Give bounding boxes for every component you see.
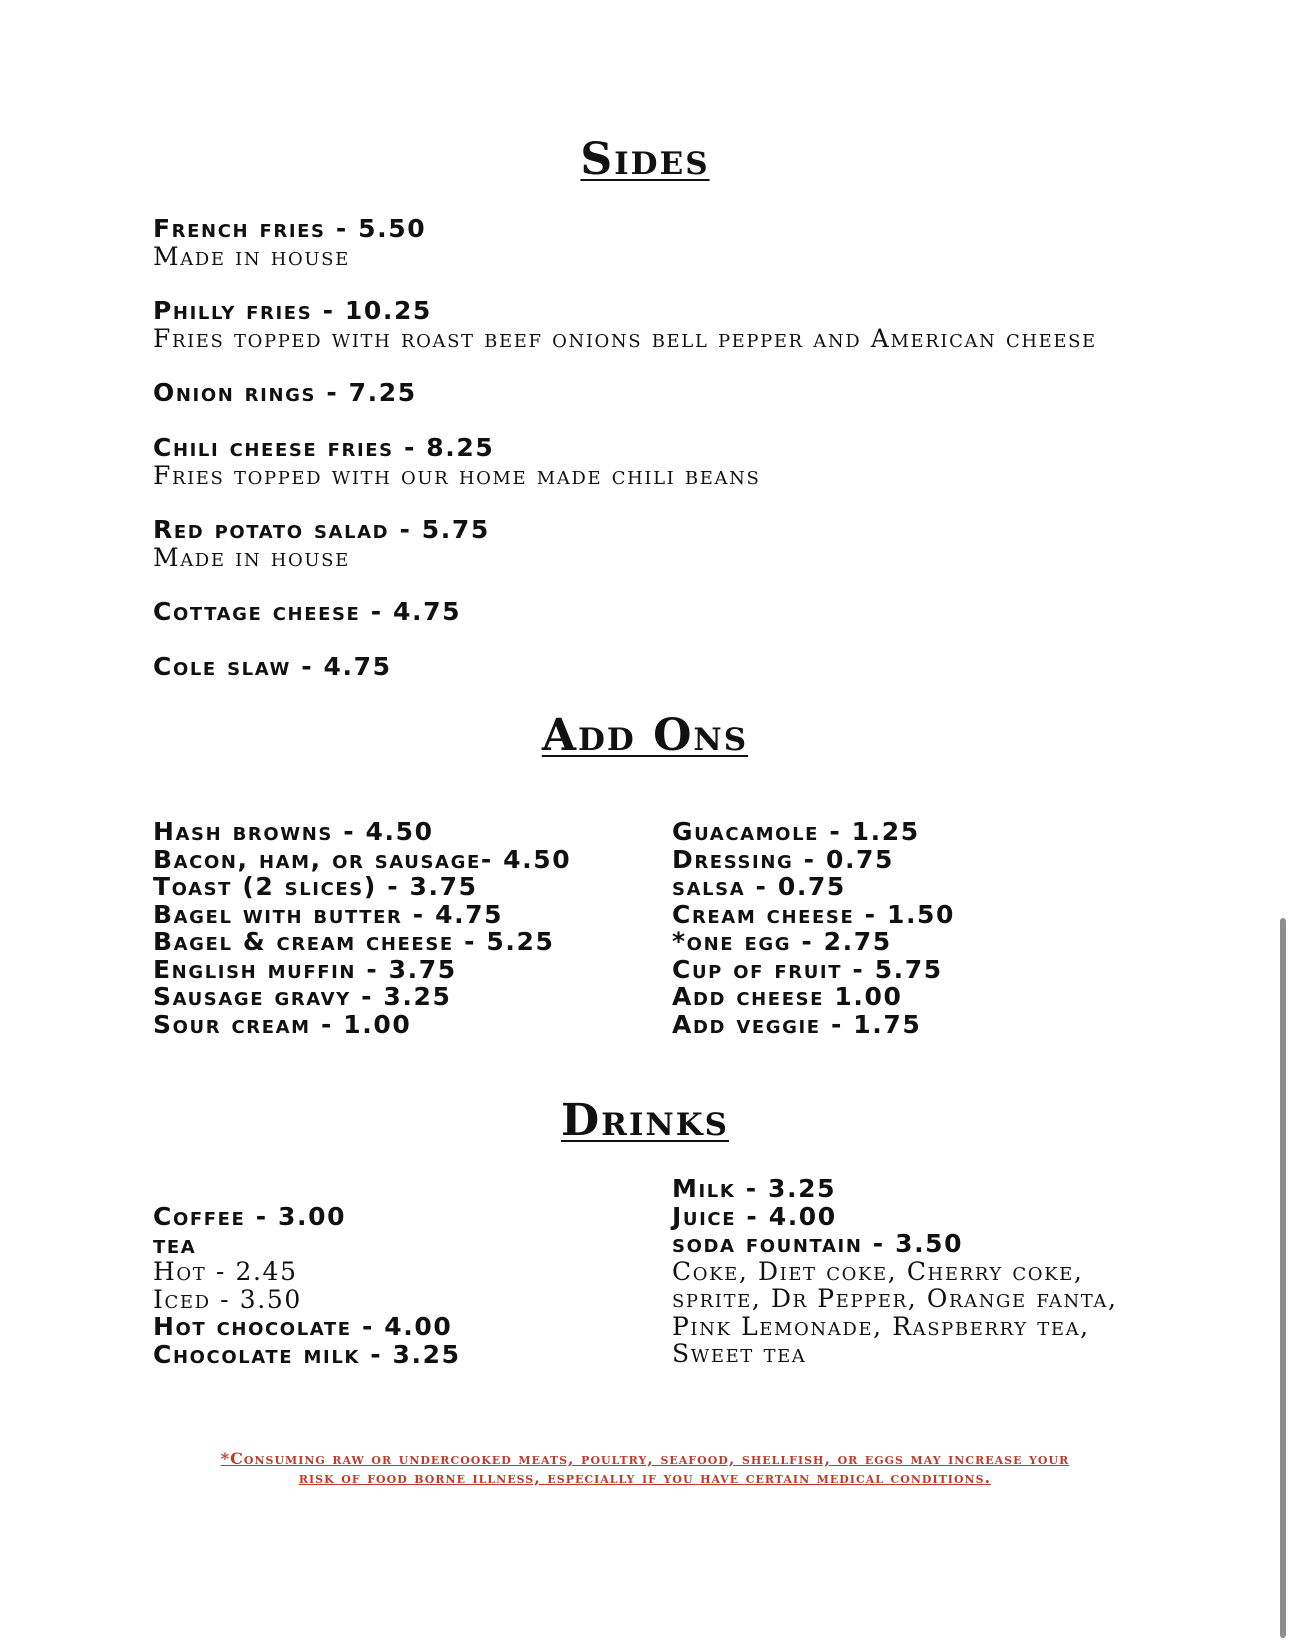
vertical-scrollbar[interactable] [1276, 0, 1290, 1645]
addon-item: Hash browns - 4.50 [153, 817, 434, 846]
side-item-cole-slaw [153, 653, 1213, 681]
disclaimer-line-1: *Consuming raw or undercooked meats, poultry, seafood, shellfish, or eggs may increase your [220, 1449, 1070, 1468]
addon-item: Sour cream - 1.00 [153, 1009, 412, 1039]
drink-item: Coke, Diet coke, Cherry coke, [672, 1256, 1084, 1286]
drinks-left-column [153, 1203, 713, 1368]
addons-heading-text: Add Ons [541, 710, 749, 761]
drink-item: soda fountain - 3.50 [672, 1229, 964, 1258]
drink-item: Coffee - 3.00 [153, 1202, 347, 1231]
sides-heading [0, 134, 1290, 185]
side-item-desc: Made in house [153, 242, 350, 271]
side-item-name: French fries - 5.50 [153, 214, 427, 243]
addon-item: Bagel & cream cheese - 5.25 [153, 927, 555, 956]
side-item-name: Philly fries - 10.25 [153, 296, 432, 325]
drinks-heading-text: Drinks [560, 1095, 730, 1146]
addons-left-column [153, 818, 713, 1038]
addon-item: *one egg - 2.75 [672, 927, 892, 956]
side-item-chili-cheese-fries [153, 434, 1213, 490]
addon-item: Guacamole - 1.25 [672, 817, 920, 846]
side-item-philly-fries [153, 297, 1213, 353]
side-item-french-fries [153, 215, 1213, 271]
side-item-desc: Made in house [153, 543, 350, 572]
addons-heading [0, 710, 1290, 761]
side-item-name: Cottage cheese - 4.75 [153, 597, 462, 626]
drink-item: Sweet tea [672, 1339, 807, 1368]
addon-item: Toast (2 slices) - 3.75 [153, 872, 478, 901]
side-item-desc: Fries topped with our home made chili beans [153, 461, 761, 490]
addon-item: English muffin - 3.75 [153, 954, 457, 984]
addon-item: Dressing - 0.75 [672, 844, 895, 874]
scrollbar-thumb[interactable] [1280, 918, 1286, 1638]
addon-item: Add veggie - 1.75 [672, 1009, 922, 1039]
drink-item: sprite, Dr Pepper, Orange fanta, [672, 1284, 1118, 1313]
side-item-name: Red potato salad - 5.75 [153, 515, 490, 544]
drink-item: tea [153, 1229, 197, 1259]
drink-item: Juice - 4.00 [672, 1201, 837, 1231]
side-item-cottage-cheese [153, 598, 1213, 626]
addons-right-column [672, 818, 1232, 1038]
addon-item: Cup of fruit - 5.75 [672, 954, 943, 984]
drink-item: Milk - 3.25 [672, 1174, 837, 1203]
addon-item: Cream cheese - 1.50 [672, 899, 956, 929]
side-item-red-potato-salad [153, 516, 1213, 572]
addon-item: Add cheese 1.00 [672, 982, 903, 1011]
addon-item: salsa - 0.75 [672, 872, 846, 901]
side-item-name: Cole slaw - 4.75 [153, 652, 392, 681]
side-item-name: Onion rings - 7.25 [153, 378, 417, 407]
addon-item: Bagel with butter - 4.75 [153, 899, 504, 929]
sides-heading-text: Sides [580, 134, 710, 185]
addon-item: Bacon, ham, or sausage- 4.50 [153, 844, 572, 874]
drink-item: Hot chocolate - 4.00 [153, 1312, 453, 1341]
drink-item: Hot - 2.45 [153, 1257, 298, 1286]
side-item-desc: Fries topped with roast beef onions bell pepper and American cheese [153, 324, 1097, 353]
drink-item: Pink Lemonade, Raspberry tea, [672, 1311, 1090, 1341]
food-safety-disclaimer [0, 1449, 1290, 1487]
drinks-right-column [672, 1175, 1232, 1368]
disclaimer-line-2: risk of food borne illness, especially if you have certain medical conditions. [298, 1468, 992, 1487]
drinks-heading [0, 1095, 1290, 1146]
addon-item: Sausage gravy - 3.25 [153, 982, 452, 1011]
drink-item: Iced - 3.50 [153, 1284, 302, 1314]
drink-item: Chocolate milk - 3.25 [153, 1339, 461, 1369]
side-item-name: Chili cheese fries - 8.25 [153, 433, 495, 462]
side-item-onion-rings [153, 379, 1213, 407]
